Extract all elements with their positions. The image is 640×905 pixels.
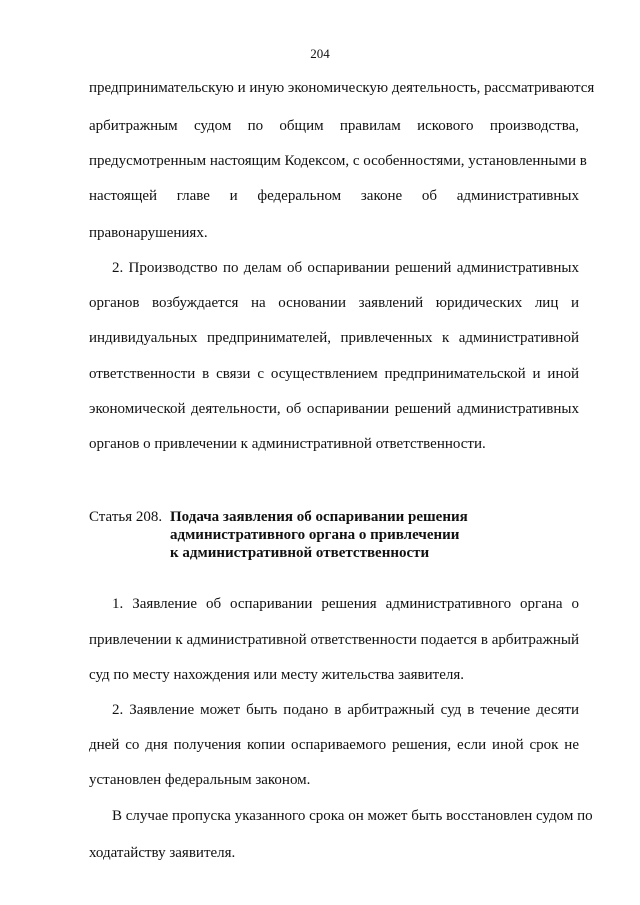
paragraph-line: В случае пропуска указанного срока он может быть восстановлен судом по: [112, 808, 593, 824]
paragraph-line: органов о привлечении к административной ответственности.: [89, 436, 486, 452]
paragraph-line: органов возбуждается на основании заявлений юридических лиц и: [89, 295, 579, 311]
paragraph-line: 2. Заявление может быть подано в арбитражный суд в течение десяти: [112, 702, 579, 718]
paragraph-line: индивидуальных предпринимателей, привлеченных к административной: [89, 330, 579, 346]
paragraph-line: арбитражным судом по общим правилам искового производства,: [89, 118, 579, 134]
paragraph-line: дней со дня получения копии оспариваемого решения, если иной срок не: [89, 737, 579, 753]
article-title-line: к административной ответственности: [170, 545, 430, 561]
paragraph-line: настоящей главе и федеральном законе об административных: [89, 188, 579, 204]
paragraph-line: ходатайству заявителя.: [89, 845, 236, 861]
page-number: 204: [310, 46, 330, 61]
paragraph-line: 1. Заявление об оспаривании решения административного органа о: [112, 596, 579, 612]
paragraph-line: суд по месту нахождения или месту жительства заявителя.: [89, 667, 465, 683]
paragraph-line: экономической деятельности, об оспаривании решений административных: [89, 401, 579, 417]
article-title-line: административного органа о привлечении: [170, 527, 460, 543]
article-number: Статья 208.: [89, 509, 163, 525]
paragraph-line: 2. Производство по делам об оспаривании решений административных: [112, 260, 579, 276]
paragraph-line: ответственности в связи с осуществлением предпринимательской и иной: [89, 366, 579, 382]
paragraph-line: предпринимательскую и иную экономическую деятельность, рассматриваются: [89, 80, 595, 96]
paragraph-line: привлечении к административной ответственности подается в арбитражный: [89, 632, 579, 648]
paragraph-line: установлен федеральным законом.: [89, 772, 311, 788]
article-title-line: Подача заявления об оспаривании решения: [170, 509, 468, 525]
paragraph-line: предусмотренным настоящим Кодексом, с особенностями, установленными в: [89, 153, 587, 169]
paragraph-line: правонарушениях.: [89, 225, 208, 241]
